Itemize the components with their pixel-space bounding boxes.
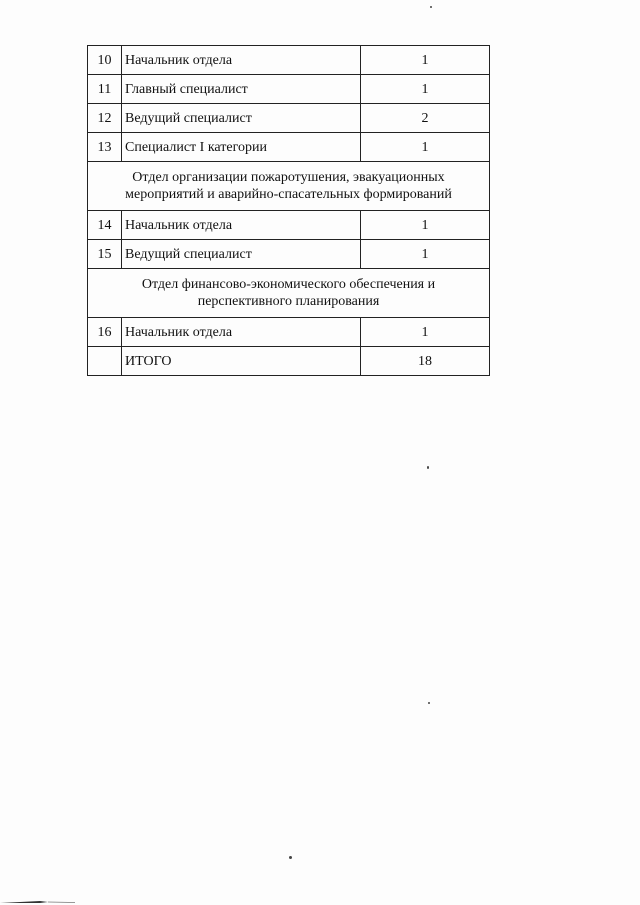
row-number: 10 — [88, 46, 122, 75]
position-title: Ведущий специалист — [122, 240, 361, 269]
row-number: 12 — [88, 104, 122, 133]
table-row — [88, 318, 490, 347]
position-count: 2 — [361, 104, 490, 133]
position-title: Главный специалист — [122, 75, 361, 104]
position-count: 1 — [361, 46, 490, 75]
department-header-row — [88, 269, 490, 318]
row-number-empty — [88, 347, 122, 376]
position-count: 1 — [361, 133, 490, 162]
department-finance-title: Отдел финансово-экономического обеспечения и перспективного планирования — [88, 269, 490, 318]
position-title: Начальник отдела — [122, 46, 361, 75]
row-number: 16 — [88, 318, 122, 347]
position-count: 1 — [361, 240, 490, 269]
total-count: 18 — [361, 347, 490, 376]
row-number: 14 — [88, 211, 122, 240]
total-row — [88, 347, 490, 376]
department-header-row — [88, 162, 490, 211]
position-count: 1 — [361, 211, 490, 240]
table-row — [88, 75, 490, 104]
scan-speck — [289, 856, 292, 859]
scan-speck — [430, 6, 432, 8]
table-row — [88, 240, 490, 269]
scan-speck — [428, 702, 430, 704]
table-row — [88, 211, 490, 240]
position-title: Ведущий специалист — [122, 104, 361, 133]
table-row — [88, 46, 490, 75]
table-row — [88, 104, 490, 133]
table-row — [88, 133, 490, 162]
department-fire-title: Отдел организации пожаротушения, эвакуационных мероприятий и аварийно-спасательных формирований — [88, 162, 490, 211]
position-title: Специалист I категории — [122, 133, 361, 162]
position-title: Начальник отдела — [122, 318, 361, 347]
row-number: 13 — [88, 133, 122, 162]
staff-table — [87, 45, 490, 376]
row-number: 11 — [88, 75, 122, 104]
scan-speck — [427, 466, 429, 469]
row-number: 15 — [88, 240, 122, 269]
position-count: 1 — [361, 318, 490, 347]
total-label: ИТОГО — [122, 347, 361, 376]
position-count: 1 — [361, 75, 490, 104]
scan-edge-mark — [0, 897, 640, 905]
position-title: Начальник отдела — [122, 211, 361, 240]
